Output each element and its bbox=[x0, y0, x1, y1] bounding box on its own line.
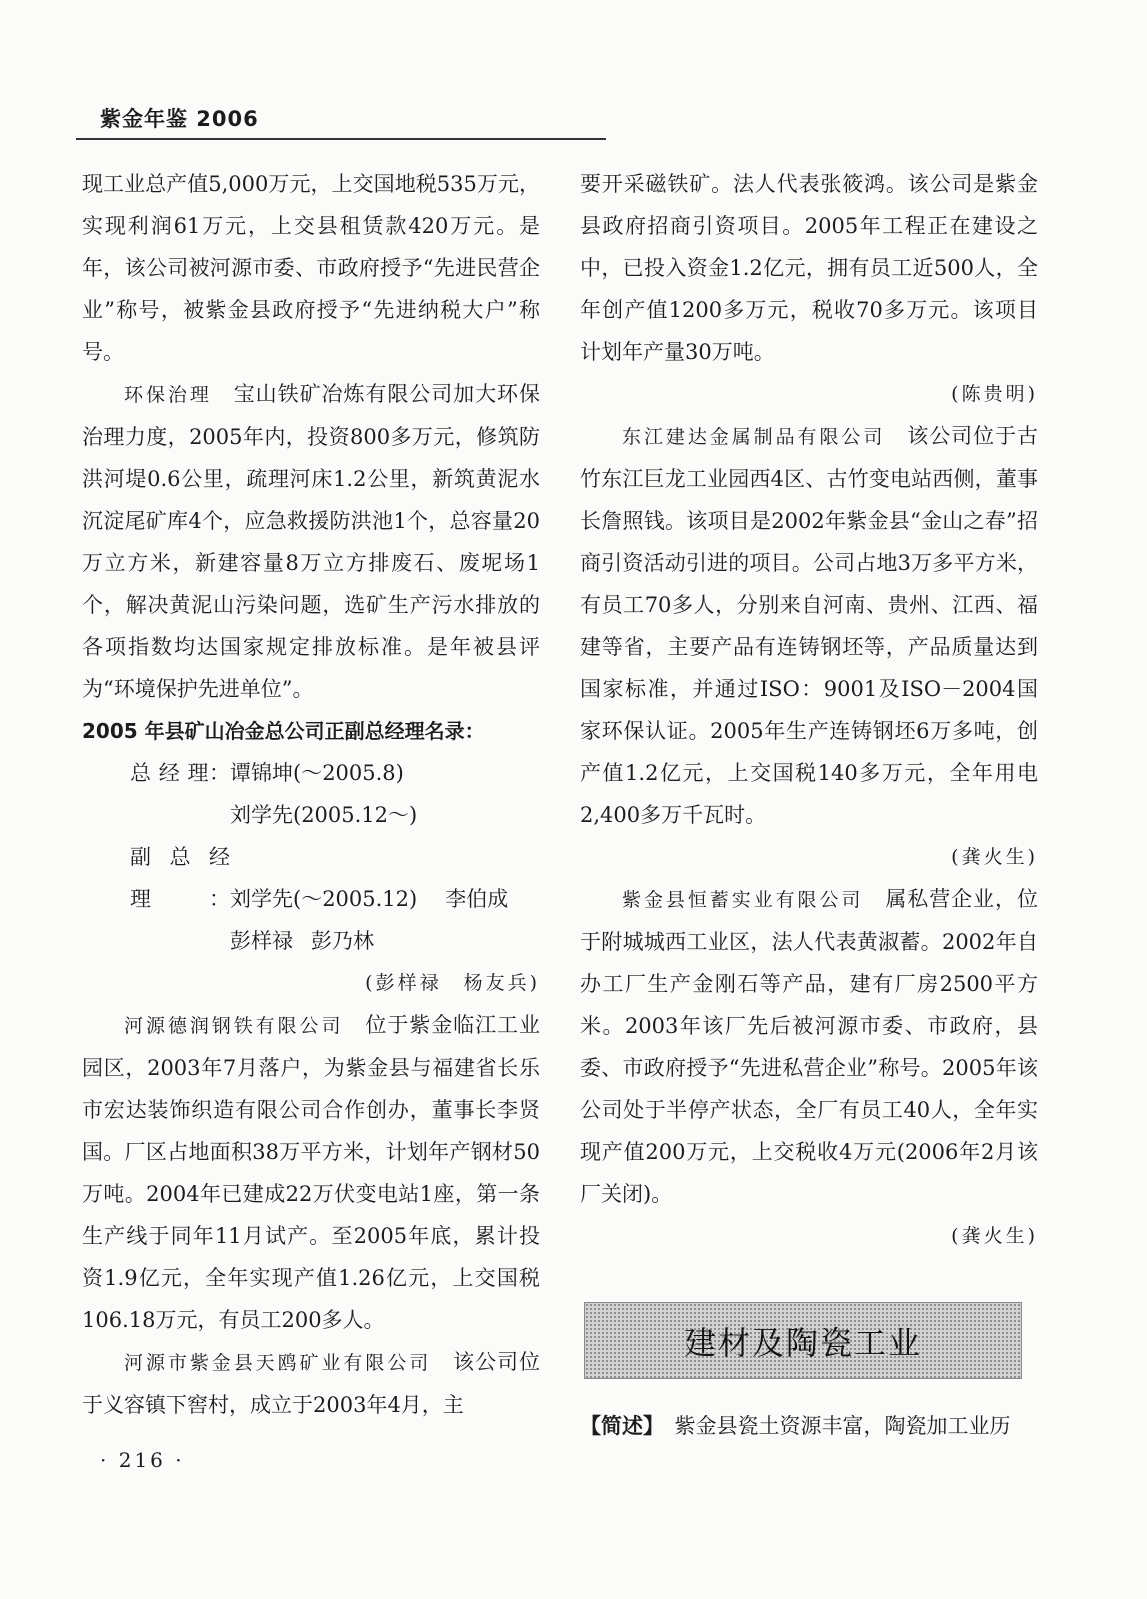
dgm-name: 刘学先(～2005.12) bbox=[230, 887, 418, 911]
entry-text: 该公司位于义容镇下窖村，成立于2003年4月，主 bbox=[82, 1350, 541, 1417]
summary-tag: 【简述】 bbox=[580, 1414, 654, 1438]
dgm-row bbox=[82, 836, 540, 920]
dgm-name: 彭乃林 bbox=[311, 929, 374, 953]
paragraph-hengxu bbox=[580, 878, 1038, 1215]
summary-paragraph bbox=[580, 1405, 1038, 1447]
right-column bbox=[580, 163, 1038, 1257]
entry-text: 该公司位于古竹东江巨龙工业园西4区、古竹变电站西侧，董事长詹照钱。该项目是2002年紫金县“金山之春”招商引资活动引进的项目。公司占地3万多平方米，有员工70多人，分别来自河南、贵州、江西、福建等省，主要产品有连铸钢坯等，产品质量达到国家标准，并通过ISO：9001及ISO－2004国家环保认证。2005年生产连铸钢坯6万多吨，创产值1.2亿元，上交国税140多万元，全年用电2,400多万千瓦时。 bbox=[580, 424, 1038, 827]
managers-heading: 2005 年县矿山冶金总公司正副总经理名录： bbox=[82, 719, 485, 743]
entry-title: 环保治理 bbox=[124, 384, 212, 406]
gm-label: 总 经 理： bbox=[130, 761, 230, 785]
credit: (龚火生) bbox=[951, 846, 1038, 868]
gm-row bbox=[82, 752, 540, 794]
entry-text: 位于紫金临江工业园区，2003年7月落户，为紫金县与福建省长乐市宏达装饰织造有限公司合作创办，董事长李贤国。厂区占地面积38万平方米，计划年产钢材50万吨。2004年已建成22万伏变电站1座，第一条生产线于同年11月试产。至2005年底，累计投资1.9亿元，全年实现产值1.26亿元，上交国税106.18万元，有员工200多人。 bbox=[82, 1013, 540, 1332]
dgm-row bbox=[82, 920, 540, 962]
paragraph-jianda bbox=[580, 415, 1038, 836]
entry-title: 河源市紫金县天鸥矿业有限公司 bbox=[124, 1352, 432, 1374]
entry-text: 属私营企业，位于附城城西工业区，法人代表黄淑蓄。2002年自办工厂生产金刚石等产品，建有厂房2500平方米。2003年该厂先后被河源市委、市政府，县委、市政府授予“先进私营企业”称号。2005年该公司处于半停产状态，全厂有员工40人，全年实现产值200万元，上交税收4万元(2006年2月该厂关闭)。 bbox=[580, 887, 1039, 1206]
entry-title: 紫金县恒蓄实业有限公司 bbox=[622, 889, 864, 911]
section-banner bbox=[584, 1302, 1022, 1379]
credit: (陈贵明) bbox=[951, 383, 1038, 405]
paragraph-deyun bbox=[82, 1004, 540, 1341]
credit: (彭样禄 杨友兵) bbox=[365, 972, 540, 994]
page-number: · 216 · bbox=[100, 1448, 185, 1472]
entry-text: 宝山铁矿冶炼有限公司加大环保治理力度，2005年内，投资800多万元，修筑防洪河堤0.6公里，疏理河床1.2公里，新筑黄泥水沉淀尾矿库4个，应急救援防洪池1个，总容量20万立方米，新建容量8万立方排废石、废坭场1个，解决黄泥山污染问题，选矿生产污水排放的各项指数均达国家规定排放标准。是年被县评为“环境保护先进单位”。 bbox=[82, 382, 540, 701]
header-rule bbox=[76, 138, 606, 140]
paragraph-env bbox=[82, 373, 540, 710]
dgm-name: 李伯成 bbox=[445, 887, 509, 911]
gm-name: 谭锦坤(～2005.8) bbox=[230, 761, 404, 785]
paragraph-tianou bbox=[82, 1341, 540, 1426]
summary-text: 紫金县瓷土资源丰富，陶瓷加工业历 bbox=[674, 1414, 1011, 1438]
left-column bbox=[82, 163, 540, 1426]
entry-title: 河源德润钢铁有限公司 bbox=[124, 1015, 344, 1037]
paragraph: 现工业总产值5,000万元，上交国地税535万元，实现利润61万元，上交县租赁款420万元。是年，该公司被河源市委、市政府授予“先进民营企业”称号，被紫金县政府授予“先进纳税大户”称号。 bbox=[82, 172, 540, 364]
dgm-label: 副总经理： bbox=[130, 845, 230, 911]
gm-row bbox=[82, 794, 540, 836]
credit: (龚火生) bbox=[951, 1225, 1038, 1247]
gm-name: 刘学先(2005.12～) bbox=[230, 803, 418, 827]
running-header: 紫金年鉴 2006 bbox=[100, 107, 259, 131]
paragraph: 要开采磁铁矿。法人代表张筱鸿。该公司是紫金县政府招商引资项目。2005年工程正在建设之中，已投入资金1.2亿元，拥有员工近500人，全年创产值1200多万元，税收70多万元。该项目计划年产量30万吨。 bbox=[580, 172, 1038, 364]
dgm-name: 彭样禄 bbox=[230, 929, 293, 953]
entry-title: 东江建达金属制品有限公司 bbox=[622, 426, 886, 448]
section-title: 建材及陶瓷工业 bbox=[683, 1323, 922, 1362]
managers-list bbox=[82, 752, 540, 962]
